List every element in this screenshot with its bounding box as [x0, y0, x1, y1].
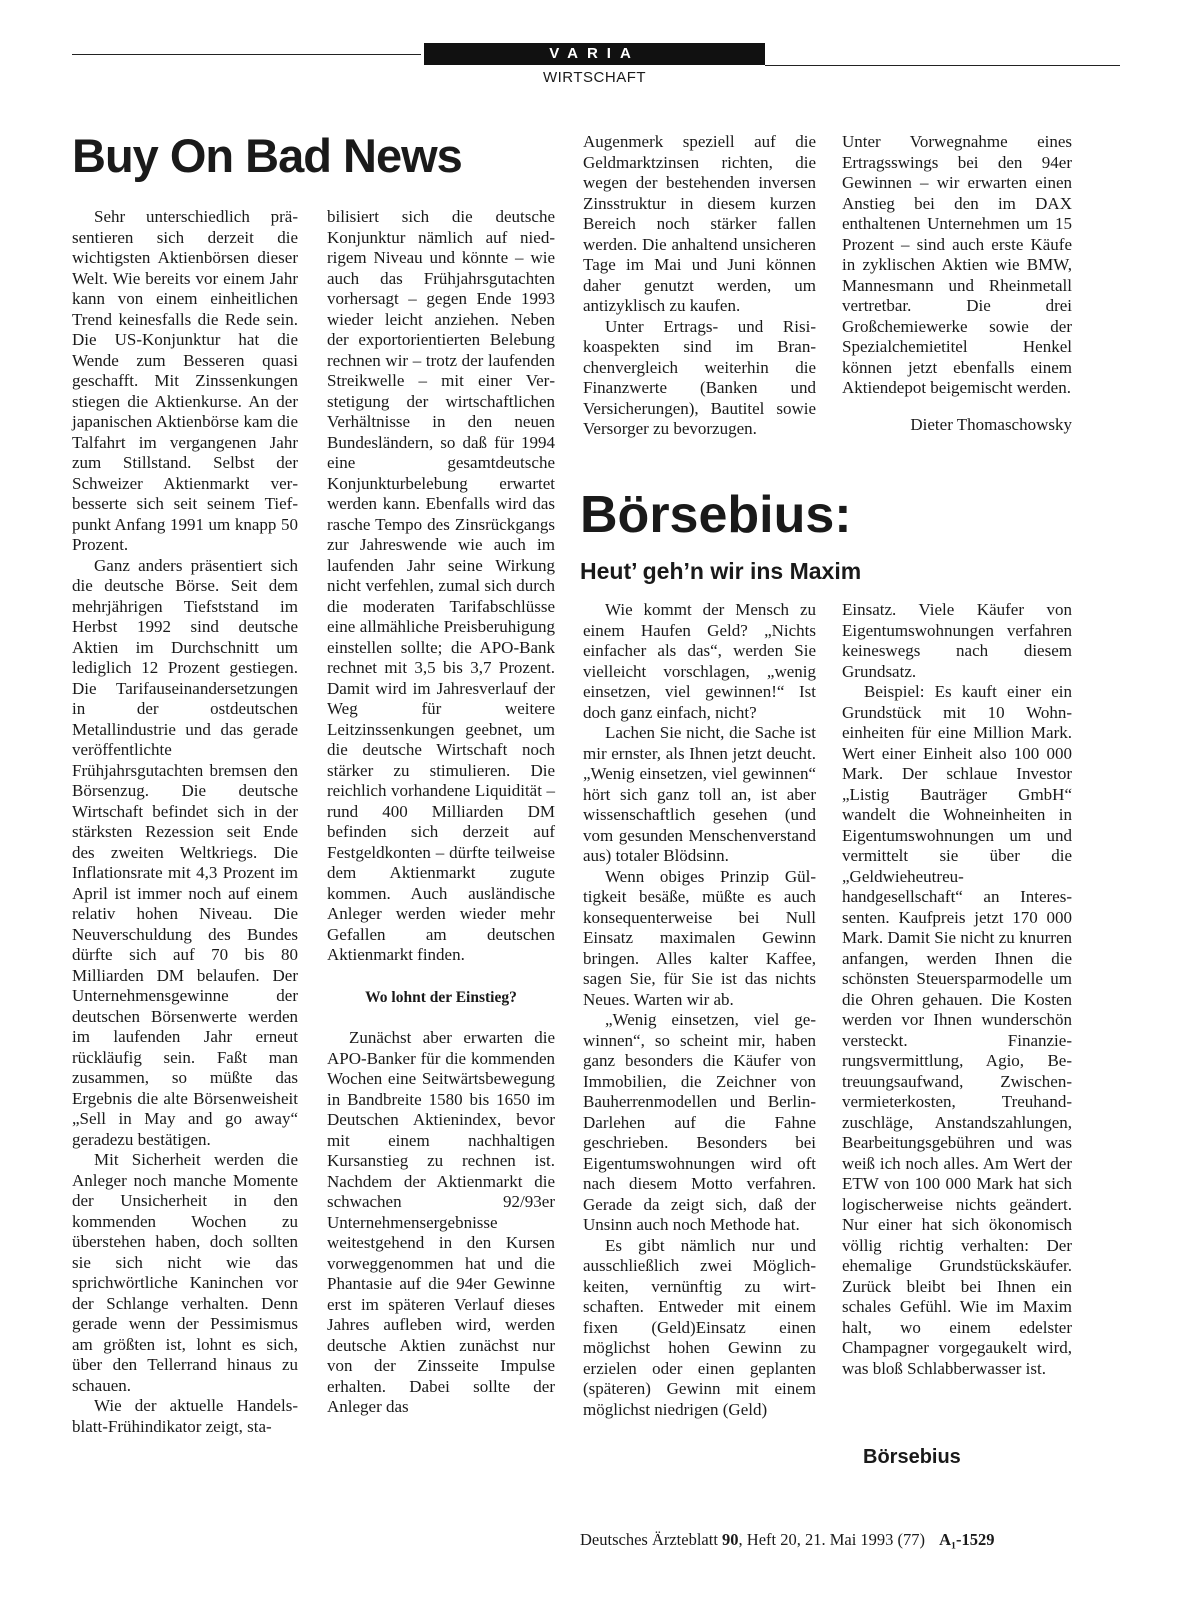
- paragraph: Sehr unterschiedlich präsentieren sich derzeit die wichtigsten Aktienbörsen dieser Welt. Wie bereits vor einem Jahr kann von einem einheitlichen Trend keinesfalls die Rede sein. Die US-Konjunktur hat die Wende zum Besseren quasi geschafft. Mit Zinssenkungen stiegen die Aktienkurse. An der japanischen Aktienbörse kam die Talfahrt im vergangenen Jahr zum Stillstand. Selbst der Schweizer Aktienmarkt verbesserte sich seit seinem Tiefpunkt Anfang 1991 um knapp 50 Prozent.: [72, 207, 298, 554]
- paragraph: Wenn obiges Prinzip Gültigkeit besäße, müßte es auch konsequenterweise bei Null Einsatz maximalen Gewinn bringen. Alles kalter Kaffee, sagen Sie, für Sie ist das nichts Neues. Warten wir ab.: [583, 866, 816, 1009]
- article1-title: Buy On Bad News: [72, 129, 462, 182]
- issue-info: , Heft 20, 21. Mai 1993 (77): [738, 1530, 926, 1549]
- subheading: Wo lohnt der Einstieg?: [365, 988, 517, 1006]
- paragraph: Wie der aktuelle Handelsblatt-Frühindikator zeigt, sta-: [72, 1396, 298, 1436]
- paragraph: Unter Ertrags- und Risikoaspekten sind im Branchenvergleich weiterhin die Finanzwerte (Banken und Versicherungen), Bautitel sowie Versorger zu bevorzugen.: [583, 316, 816, 438]
- section-tag: VARIA: [424, 43, 765, 65]
- header-rule-left: [72, 54, 421, 55]
- paragraph: Einsatz. Viele Käufer von Eigentumswohnungen verfahren keineswegs nach diesem Grundsatz.: [842, 600, 1072, 681]
- article2-subtitle: Heut’ geh’n wir ins Maxim: [580, 558, 862, 584]
- journal-name: Deutsches Ärzteblatt: [580, 1530, 718, 1549]
- article1-column-2: [327, 207, 555, 1418]
- page-footer: [580, 1530, 1074, 1550]
- paragraph: Lachen Sie nicht, die Sache ist mir ernster, als Ihnen jetzt deucht. „Wenig einsetzen, viel gewinnen“ hört sich ganz toll an, ist aber wissenschaftlich gesehen (und vom gesunden Menschenverstand aus) totaler Blödsinn.: [583, 723, 816, 865]
- page-number: A₁-1529: [939, 1530, 995, 1549]
- journal-volume: 90: [722, 1530, 739, 1549]
- article1-column-3: [583, 132, 816, 440]
- paragraph: Wie kommt der Mensch zu einem Haufen Geld? „Nichts einfacher als das“, werden Sie vielleicht vorschlagen, „wenig einsetzen, viel gewinnen!“ Ist doch ganz einfach, nicht?: [583, 600, 816, 722]
- article2-column-1: [583, 600, 816, 1420]
- article2-title: Börsebius:: [580, 486, 852, 544]
- paragraph: Unter Vorwegnahme eines Ertragsswings bei den 94er Gewinnen – wir erwarten einen Anstieg bei den im DAX enthaltenen Unternehmen um 15 Prozent – sind auch erste Käufe in zyklischen Aktien wie BMW, Mannesmann und Rheinmetall vertretbar. Die drei Großchemiewerke sowie der Spezialchemietitel Henkel können jetzt ebenfalls einem Aktiendepot beigemischt werden.: [842, 132, 1072, 397]
- paragraph: Beispiel: Es kauft einer ein Grundstück mit 10 Wohneinheiten für eine Million Mark. Wert einer Einheit also 100 000 Mark. Der schlaue Investor „Listig Bauträger GmbH“ wandelt die Wohneinheiten in Eigentumswohnungen um und vermittelt sie über die „Geldwieheutreuhandgesellschaft“ an Interessenten. Kaufpreis jetzt 170 000 Mark. Damit Sie nicht zu knurren anfangen, werden Ihnen die schönsten Steuersparmodelle um die Ohren gehauen. Die Kosten werden vor Ihnen wunderschön versteckt. Finanzierungsvermittlung, Agio, Betreuungsaufwand, Zwischenvermieterkosten, Treuhandzuschläge, Anstandszahlungen, Bearbeitungsgebühren und was weiß ich noch alles. Am Wert der ETW von 100 000 Mark hat sich logischerweise nichts geändert. Nur einer hat sich ökonomisch völlig richtig verhalten: Der ehemalige Grundstückskäufer. Zurück bleibt bei Ihnen ein schales Gefühl. Wie im Maxim halt, wo einem edelster Champagner vorgegaukelt wird, was bloß Schlabberwasser ist.: [842, 682, 1072, 1378]
- header-rule-right: [765, 65, 1120, 66]
- author: Dieter Thomaschowsky: [910, 414, 1072, 434]
- article1-column-1: [72, 207, 298, 1437]
- paragraph: Zunächst aber erwarten die APO-Banker für die kommenden Wochen eine Seitwärtsbewegung in Bandbreite 1580 bis 1650 im Deutschen Aktienindex, bevor mit einem nachhaltigen Kursanstieg zu rechnen ist. Nachdem der Aktienmarkt die schwachen 92/93er Unternehmensergebnisse weitestgehend in den Kursen vorweggenommen hat und die Phantasie auf die 94er Gewinne erst im späteren Verlauf dieses Jahres aufleben wird, werden deutsche Aktien zunächst nur von der Zinsseite Impulse erhalten. Dabei sollte der Anleger das: [327, 1028, 555, 1416]
- section-label: WIRTSCHAFT: [542, 69, 647, 86]
- paragraph: Augenmerk speziell auf die Geldmarktzinsen richten, die wegen der bestehenden inversen Zinsstruktur in diesem kurzen Bereich noch stärker fallen werden. Die anhaltend unsicheren Tage im Mai und Juni können daher genutzt werden, um antizyklisch zu kaufen.: [583, 132, 816, 315]
- paragraph: Es gibt nämlich nur und ausschließlich zwei Möglichkeiten, vernünftig zu wirtschaften. Entweder mit einem fixen (Geld)Einsatz einen möglichst hohen Gewinn zu erzielen oder einen geplanten (späteren) Gewinn mit einem möglichst niedrigen (Geld): [583, 1235, 816, 1419]
- paragraph: Ganz anders präsentiert sich die deutsche Börse. Seit dem mehrjährigen Tiefststand im Herbst 1992 sind deutsche Aktien im Durchschnitt um lediglich 12 Prozent gestiegen. Die Tarifauseinandersetzungen in der ostdeutschen Metallindustrie und das gerade veröffentlichte Frühjahrsgutachten bremsen den Börsenzug. Die deutsche Wirtschaft befindet sich in der stärksten Rezession seit Ende des zweiten Weltkriegs. Die Inflationsrate mit 4,3 Prozent im April ist immer noch auf einem relativ hohen Niveau. Die Neuverschuldung des Bundes dürfte sich auf 70 bis 80 Milliarden DM belaufen. Der Unternehmensgewinne der deutschen Börsenwerte werden im laufenden Jahr erneut rückläufig sein. Faßt man zusammen, so müßte das Ergebnis die alte Börsenweisheit „Sell in May and go away“ geradezu bestätigen.: [72, 555, 298, 1149]
- article2-column-2: [842, 600, 1072, 1379]
- article1-column-4: [842, 132, 1072, 435]
- paragraph: „Wenig einsetzen, viel gewinnen“, so scheint mir, haben ganz besonders die Käufer von Immobilien, die Zeichner von Bauherrenmodellen und Berlin-Darlehen auf die Fahne geschrieben. Besonders bei Eigentumswohnungen wird oft nach diesem Motto verfahren. Gerade da zeigt sich, daß der Unsinn auch noch Methode hat.: [583, 1010, 816, 1234]
- paragraph: Mit Sicherheit werden die Anleger noch manche Momente der Unsicherheit in den kommenden Wochen zu überstehen haben, doch sollten sie sich nicht wie das sprichwörtliche Kaninchen vor der Schlange verhalten. Denn gerade wenn der Pessimismus am größten ist, lohnt es sich, über den Tellerrand hinaus zu schauen.: [72, 1150, 298, 1395]
- paragraph: bilisiert sich die deutsche Konjunktur nämlich auf niedrigem Niveau und könnte – wie auch das Frühjahrsgutachten vorhersagt – gegen Ende 1993 wieder leicht anziehen. Neben der exportorientierten Belebung rechnen wir – trotz der laufenden Streikwelle – mit einer Verstetigung der wirtschaftlichen Verhältnisse in den neuen Bundesländern, so daß für 1994 eine gesamtdeutsche Konjunkturbelebung erwartet werden kann. Ebenfalls wird das rasche Tempo des Zinsrückgangs zur Jahreswende wie auch im laufenden Jahr seine Wirkung nicht verfehlen, zumal sich durch die moderaten Tarifabschlüsse eine allmähliche Preisberuhigung einstellen sollte; die APO-Bank rechnet mit 3,5 bis 3,7 Prozent. Damit wird im Jahresverlauf der Weg für weitere Leitzinssenkungen geebnet, um die deutsche Wirtschaft noch stärker zu stimulieren. Die reichlich vorhandene Liquidität – rund 400 Milliarden DM befinden sich derzeit auf Festgeldkonten – dürfte teilweise dem Aktienmarkt zugute kommen. Auch ausländische Anleger werden wieder mehr Gefallen am deutschen Aktienmarkt finden.: [327, 207, 555, 964]
- article2-signature: Börsebius: [863, 1446, 961, 1468]
